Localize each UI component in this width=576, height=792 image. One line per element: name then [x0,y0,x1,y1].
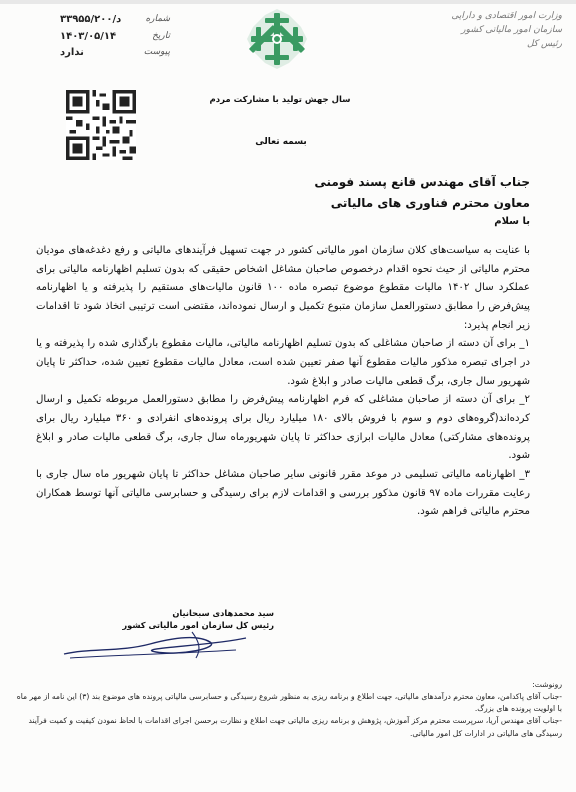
body-item-2: ۲_ برای آن دسته از صاحبان مشاغلی که فرم اظهارنامه پیش‌فرض را مطابق دستورالعمل مربوطه تکمیل و ارسال کرده‌اند(گروه‌های دوم و سوم با فروش بالای ۱۸۰ میلیارد ریال برای پرونده‌های انفرادی و ۳۶۰ میلیارد ریال برای پرونده‌های مشارکتی) معادل مالیات ابرازی حداکثر تا پایان شهریورماه سال جاری، برگ قطعی مالیات صادر و ابلاغ شود. [36,394,530,462]
ministry-line-1: وزارت امور اقتصادی و دارایی [451,11,562,21]
date-row [60,29,170,46]
body-item-1: ۱_ برای آن دسته از صاحبان مشاغلی که بدون تسلیم اظهارنامه مالیاتی، مالیات مقطوع بارگذاری شده را پذیرفته و یا در اجرای تبصره مذکور مالیات مقطوع آنها صفر تعیین شده است، معادل مالیات مقطوع تعیین شده، حداکثر تا پایان شهریور سال جاری، برگ قطعی مالیات صادر و ابلاغ شود. [36,338,530,387]
date-label: تاریخ [152,30,170,41]
signatory-title: رئیس کل سازمان امور مالیاتی کشور [122,620,274,631]
attachment-row [60,45,170,62]
ministry-header [422,10,562,52]
addressee-title: معاون محترم فناوری های مالیاتی [330,196,530,210]
cc-heading: رونوشت: [532,680,562,689]
greeting: با سلام [494,216,530,227]
cc-line-1: -جناب آقای پاکدامن، معاون محترم درآمدهای مالیاتی، جهت اطلاع و برنامه ریزی به منظور شروع رسیدگی و حسابرسی مالیاتی پرونده های موضوع بند (۳) این نامه از مهر ماه با اولویت پرونده های بزرگ. [16,692,562,714]
signatory-name: سید محمدهادی سبحانیان [172,608,274,618]
top-border [0,0,576,4]
number-row [60,12,170,29]
qr-code [66,90,136,160]
ministry-line-2: سازمان امور مالیاتی کشور [461,24,562,35]
body-intro: با عنایت به سیاست‌های کلان سازمان امور مالیاتی کشور در جهت تسهیل فرآیندهای مالیاتی و رفع دغدغه‌های مودیان محترم مالیاتی از حیث نحوه اقدام درخصوص صاحبان مشاغل اشخاص حقیقی که بدون تسلیم اظهارنامه مالیاتی برای عملکرد سال ۱۴۰۲ مالیات مقطوع موضوع تبصره ماده ۱۰۰ قانون مالیات‌های مستقیم را پذیرفته و یا اظهارنامه پیش‌فرض را مطابق دستورالعمل سازمان متبوع تکمیل و ارسال نموده‌اند، مقتضی است ترتیبی اتخاذ شود تا اقدامات زیر انجام پذیرد: [36,245,530,331]
bismillah-heading: بسمه تعالی [255,137,307,147]
cc-line-2: -جناب آقای مهندس آریا، سرپرست محترم مرکز آموزش، پژوهش و برنامه ریزی مالیاتی جهت اطلاع و نظارت برحسن اجرای اقدامات با لحاظ نمودن کیفیت و کمیت فرآیند رسیدگی های مالیاتی در ادارات کل امور مالیاتی. [28,716,562,738]
addressee-block [270,172,530,214]
number-label: شماره [145,14,170,24]
cc-section [14,679,562,740]
body-item-3: ۳_ اظهارنامه مالیاتی تسلیمی در موعد مقرر قانونی سایر صاحبان مشاغل حداکثر تا پایان شهریور ماه سال جاری با رعایت مقررات ماده ۹۷ قانون مذکور بررسی و اقدامات لازم برای رسیدگی و حسابرسی مالیاتی آنها توسط همکاران محترم مالیاتی فراهم شود. [36,468,531,518]
attachment-value: ندارد [60,47,84,58]
tax-organization-logo [246,8,308,70]
addressee-name: جناب آقای مهندس قانع پسند فومنی [314,175,530,189]
ministry-line-3: رئیس کل [526,38,562,49]
handwritten-signature [60,628,250,664]
attachment-label: پیوست [143,47,170,57]
number-value: ۳۳۹۵۵/۲۰۰/د [60,14,122,25]
letter-meta [60,12,170,62]
letter-body [36,242,530,522]
date-value: ۱۴۰۳/۰۵/۱۴ [60,30,117,42]
year-motto: سال جهش تولید با مشارکت مردم [209,95,351,105]
